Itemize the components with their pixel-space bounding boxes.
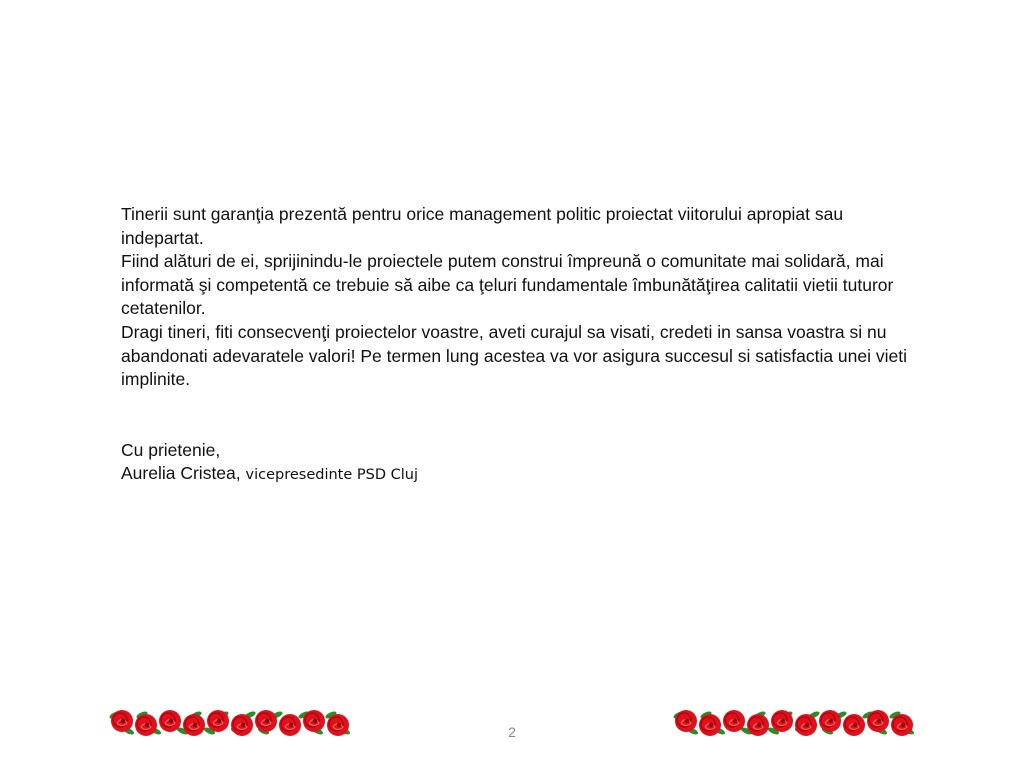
signature-role: vicepresedinte PSD Cluj — [245, 467, 418, 484]
signature: Aurelia Cristea, vicepresedinte PSD Cluj — [121, 463, 418, 484]
paragraph-community: Fiind alături de ei, sprijinindu-le proiectele putem construi împreună o comunitate mai solidară, mai informată şi competentă ce trebuie să aibe ca ţeluri fundamentale îmbunătăţirea calitatii vietii tuturor cetatenilor. — [121, 251, 894, 319]
slide-body — [121, 203, 911, 488]
paragraph-message-to-youth: Dragi tineri, fiti consecvenţi proiectelor voastre, aveti curajul sa visati, credeti in sansa voastra si nu abandonati adevaratele valori! Pe termen lung acestea va vor asigura succesul si satisfactia unei vieti implinite. — [121, 321, 907, 390]
paragraph-youth-guarantee: Tinerii sunt garanţia prezentă pentru orice management politic proiectat viitorului apropiat sau indepartat. — [121, 204, 844, 248]
closing-line: Cu prietenie, — [121, 439, 221, 460]
spacer — [121, 392, 911, 439]
page-number: 2 — [508, 724, 516, 740]
signature-name: Aurelia Cristea — [121, 463, 236, 484]
